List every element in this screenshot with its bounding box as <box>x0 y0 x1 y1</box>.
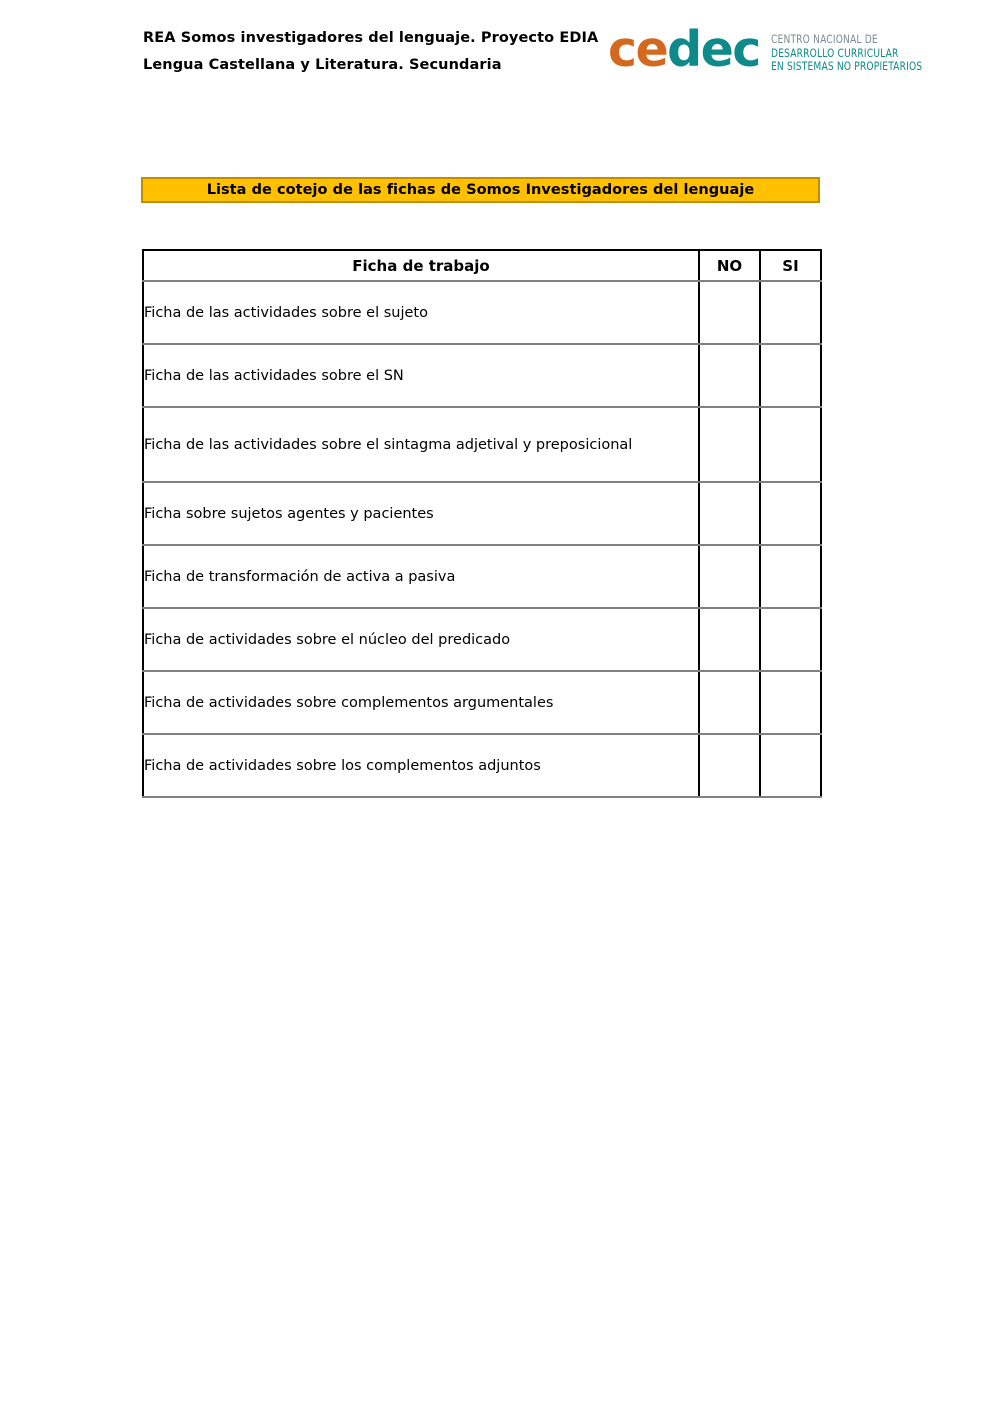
table-row <box>143 482 821 545</box>
row-task-label: Ficha de las actividades sobre el SN <box>143 344 699 407</box>
row-si-checkbox-cell[interactable] <box>760 545 821 608</box>
column-header-no: NO <box>699 250 760 281</box>
checklist-table-body <box>143 281 821 797</box>
row-no-checkbox-cell[interactable] <box>699 281 760 344</box>
cedec-logo-wordmark <box>608 21 760 78</box>
checklist-table-head <box>143 250 821 281</box>
row-task-label: Ficha de actividades sobre el núcleo del predicado <box>143 608 699 671</box>
row-no-checkbox-cell[interactable] <box>699 482 760 545</box>
row-si-checkbox-cell[interactable] <box>760 734 821 797</box>
row-no-checkbox-cell[interactable] <box>699 734 760 797</box>
row-task-label: Ficha de transformación de activa a pasiva <box>143 545 699 608</box>
table-row <box>143 734 821 797</box>
cedec-tagline-line-2: DESARROLLO CURRICULAR <box>770 45 899 60</box>
header-title-line-1: REA Somos investigadores del lenguaje. Proyecto EDIA <box>143 30 599 46</box>
cedec-logo <box>608 21 943 78</box>
header-title-line-2: Lengua Castellana y Literatura. Secundaria <box>143 57 502 73</box>
row-si-checkbox-cell[interactable] <box>760 482 821 545</box>
table-header-row <box>143 250 821 281</box>
table-row <box>143 281 821 344</box>
document-header <box>0 0 992 100</box>
header-title-block <box>143 25 613 79</box>
row-si-checkbox-cell[interactable] <box>760 671 821 734</box>
column-header-task: Ficha de trabajo <box>143 250 699 281</box>
row-no-checkbox-cell[interactable] <box>699 671 760 734</box>
row-no-checkbox-cell[interactable] <box>699 344 760 407</box>
cedec-logo-tagline <box>771 33 922 74</box>
row-no-checkbox-cell[interactable] <box>699 545 760 608</box>
row-task-label: Ficha de actividades sobre los complementos adjuntos <box>143 734 699 797</box>
cedec-tagline-line-3: EN SISTEMAS NO PROPIETARIOS <box>770 59 922 73</box>
checklist-table <box>142 249 822 798</box>
row-si-checkbox-cell[interactable] <box>760 407 821 482</box>
table-row <box>143 545 821 608</box>
row-task-label: Ficha de actividades sobre complementos argumentales <box>143 671 699 734</box>
table-row <box>143 671 821 734</box>
row-si-checkbox-cell[interactable] <box>760 344 821 407</box>
row-task-label: Ficha de las actividades sobre el sujeto <box>143 281 699 344</box>
table-row <box>143 344 821 407</box>
checklist-title-banner <box>141 177 820 203</box>
row-no-checkbox-cell[interactable] <box>699 608 760 671</box>
cedec-tagline-line-1: CENTRO NACIONAL DE <box>770 32 878 46</box>
column-header-si: SI <box>760 250 821 281</box>
row-si-checkbox-cell[interactable] <box>760 608 821 671</box>
row-task-label: Ficha sobre sujetos agentes y pacientes <box>143 482 699 545</box>
cedec-logo-dec: dec <box>667 21 760 78</box>
row-task-label: Ficha de las actividades sobre el sintagma adjetival y preposicional <box>143 407 699 482</box>
checklist-title-text: Lista de cotejo de las fichas de Somos Investigadores del lenguaje <box>206 182 755 198</box>
table-row <box>143 407 821 482</box>
table-row <box>143 608 821 671</box>
cedec-logo-ce: ce <box>608 21 668 78</box>
row-si-checkbox-cell[interactable] <box>760 281 821 344</box>
row-no-checkbox-cell[interactable] <box>699 407 760 482</box>
